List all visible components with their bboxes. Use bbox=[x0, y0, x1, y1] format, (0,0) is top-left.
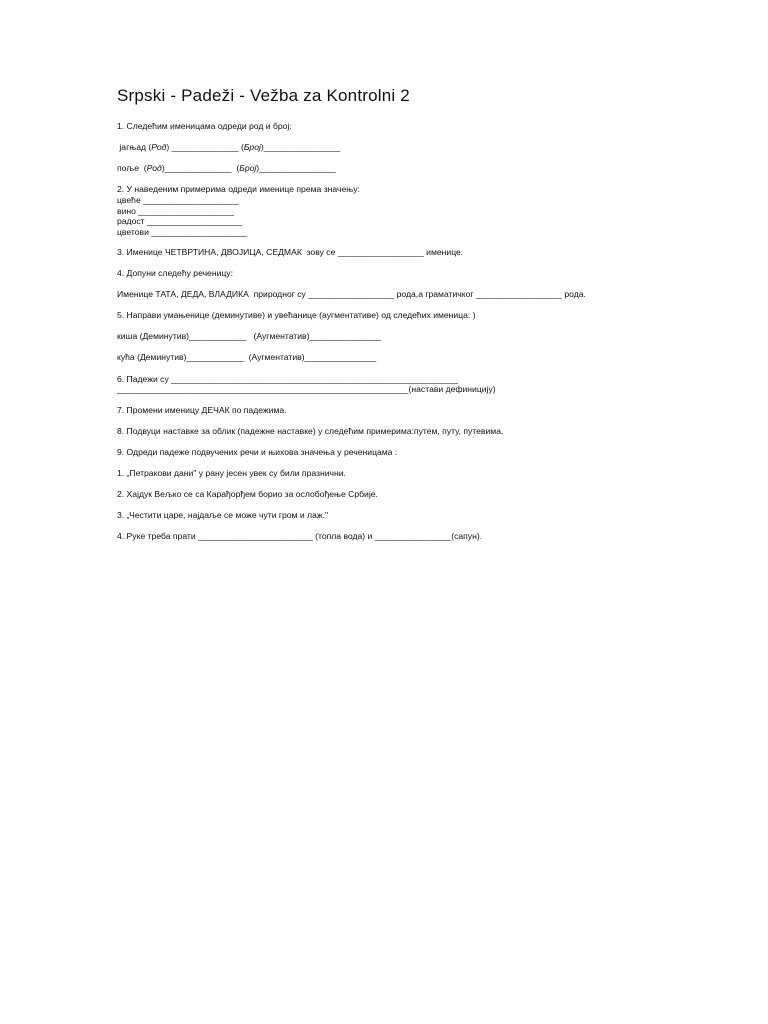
q1-row-1 bbox=[117, 142, 340, 153]
q2-item: цвеће ____________________ bbox=[117, 195, 239, 205]
q5-row-1: киша (Деминутив)____________ (Аугментатив)_______________ bbox=[117, 331, 382, 341]
q6-line-2: _____________________________________________________________(настави дефиницију) bbox=[117, 384, 496, 394]
q9-sentence: 4. Руке треба прати ________________________ (топла вода) и ________________(сапун). bbox=[117, 531, 483, 541]
q3-text: 3. Именице ЧЕТВРТИНА, ДВОЈИЦА, СЕДМАК зову се __________________ именице. bbox=[117, 247, 464, 257]
q4-sentence: Именице ТАТА, ДЕДА, ВЛАДИКА природног су __________________ рода,а граматичког __________________ рода. bbox=[117, 289, 586, 299]
q6-line-1: 6. Падежи су ____________________________________________________________ bbox=[117, 374, 458, 384]
q1-row2-pre: поље ( bbox=[117, 163, 147, 173]
q5-row-2: кућа (Деминутив)____________ (Аугментатив)_______________ bbox=[117, 352, 377, 362]
q1-row-2 bbox=[117, 163, 336, 174]
q8-text: 8. Подвуци наставке за облик (падежне наставке) у следећим примерима:путем, путу, путевима. bbox=[117, 426, 504, 436]
q1-row2-broj: Број bbox=[239, 163, 257, 173]
q9-sentence: 2. Хајдук Вељко се са Карађорђем борио за ослобођење Србије. bbox=[117, 489, 378, 499]
q9-heading: 9. Одреди падеже подвучених речи и њихова значења у реченицама : bbox=[117, 447, 398, 457]
q2-item: вино ____________________ bbox=[117, 206, 234, 216]
q9-sentence: 3. „Честити царе, најдаље се може чути гром и лаж." bbox=[117, 510, 329, 520]
q1-heading: 1. Следећим именицама одреди род и број: bbox=[117, 121, 292, 131]
q2-heading: 2. У наведеним примерима одреди именице према значењу: bbox=[117, 184, 360, 194]
q1-row1-mid: ) ______________ ( bbox=[166, 142, 244, 152]
q1-row1-post: )________________ bbox=[260, 142, 341, 152]
q1-row1-pre: јагњад ( bbox=[117, 142, 152, 152]
q9-sentence: 1. „Петракови дани" у рану јесен увек су били празнични. bbox=[117, 468, 346, 478]
page-title: Srpski - Padeži - Vežba za Kontrolni 2 bbox=[117, 86, 410, 105]
q5-heading: 5. Направи умањенице (деминутиве) и увећанице (аугментативе) од следећих именица: ) bbox=[117, 310, 476, 320]
q1-row1-broj: Број bbox=[243, 142, 261, 152]
q1-row2-rod: Род bbox=[146, 163, 162, 173]
q1-row1-rod: Род bbox=[151, 142, 167, 152]
q7-text: 7. Промени именицу ДЕЧАК по падежима. bbox=[117, 405, 287, 415]
q2-item: радост ____________________ bbox=[117, 216, 243, 226]
q4-heading: 4. Допуни следећу реченицу: bbox=[117, 268, 233, 278]
q1-row2-mid: )______________ ( bbox=[161, 163, 240, 173]
q2-item: цветови ____________________ bbox=[117, 227, 247, 237]
q1-row2-post: )________________ bbox=[256, 163, 336, 173]
